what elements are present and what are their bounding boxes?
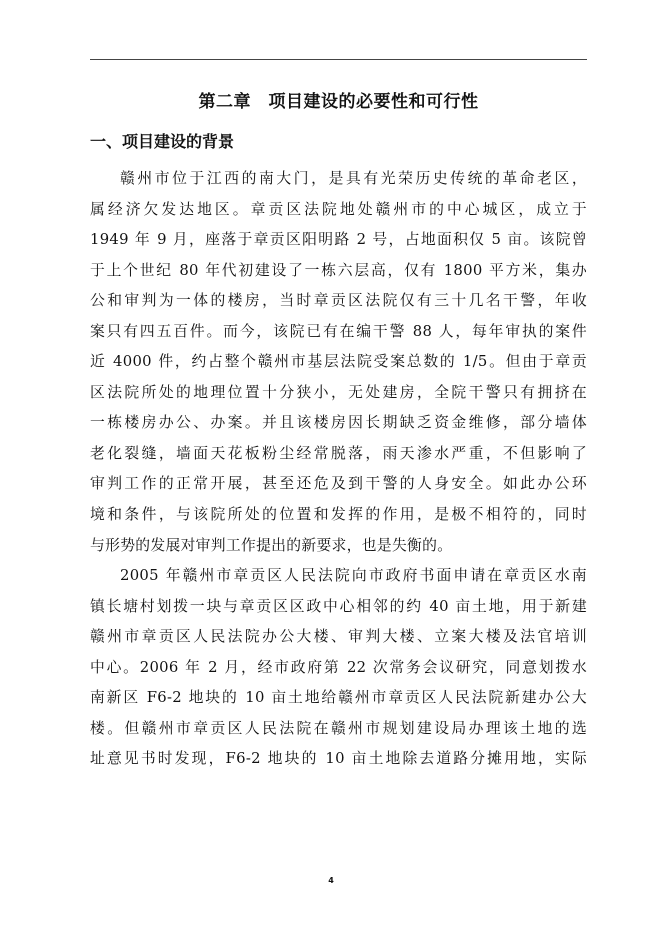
section-heading: 一、项目建设的背景 <box>90 132 235 151</box>
chapter-title: 第二章 项目建设的必要性和可行性 <box>198 92 479 112</box>
paragraph-line: 境和条件，与该院所处的位置和发挥的作用，是极不相符的，同时 <box>90 506 587 524</box>
paragraph-line: 案只有四五百件。而今，该院已有在编干警 88 人，每年审执的案件 <box>90 322 587 340</box>
paragraph-line: 1949 年 9 月，座落于章贡区阳明路 2 号，占地面积仅 5 亩。该院曾 <box>90 231 587 249</box>
paragraph-line: 老化裂缝，墙面天花板粉尘经常脱落，雨天渗水严重，不但影响了 <box>90 444 587 462</box>
paragraph-line: 赣州市位于江西的南大门，是具有光荣历史传统的革命老区， <box>120 170 587 187</box>
paragraph-line: 公和审判为一体的楼房，当时章贡区法院仅有三十几名干警，年收 <box>90 292 587 310</box>
paragraph-line: 区法院所处的地理位置十分狭小，无处建房，全院干警只有拥挤在 <box>90 383 587 401</box>
paragraph-line: 一栋楼房办公、办案。并且该楼房因长期缺乏资金维修，部分墙体 <box>90 414 587 432</box>
paragraph-line: 镇长塘村划拨一块与章贡区区政中心相邻的约 40 亩土地，用于新建 <box>90 597 587 615</box>
paragraph-line: 赣州市章贡区人民法院办公大楼、审判大楼、立案大楼及法官培训 <box>90 628 587 646</box>
page-number: 4 <box>328 876 334 885</box>
paragraph-line: 2005 年赣州市章贡区人民法院向市政府书面申请在章贡区水南 <box>120 567 587 585</box>
paragraph-line: 与形势的发展对审判工作提出的新要求，也是失衡的。 <box>90 536 453 554</box>
paragraph-line: 审判工作的正常开展，甚至还危及到干警的人身安全。如此办公环 <box>90 475 587 493</box>
paragraph-line: 中心。2006 年 2 月，经市政府第 22 次常务会议研究，同意划拨水 <box>90 658 587 676</box>
paragraph-line: 楼。但赣州市章贡区人民法院在赣州市规划建设局办理该土地的选 <box>90 719 587 737</box>
paragraph-line: 属经济欠发达地区。章贡区法院地处赣州市的中心城区，成立于 <box>90 200 587 218</box>
body-text <box>90 164 587 775</box>
paragraph-line: 南新区 F6-2 地块的 10 亩土地给赣州市章贡区人民法院新建办公大 <box>90 689 587 707</box>
paragraph-line: 址意见书时发现，F6-2 地块的 10 亩土地除去道路分摊用地，实际 <box>90 750 587 768</box>
paragraph-line: 于上个世纪 80 年代初建设了一栋六层高，仅有 1800 平方米，集办 <box>90 261 587 279</box>
header-rule <box>90 59 587 60</box>
paragraph-line: 近 4000 件，约占整个赣州市基层法院受案总数的 1/5。但由于章贡 <box>90 353 587 371</box>
